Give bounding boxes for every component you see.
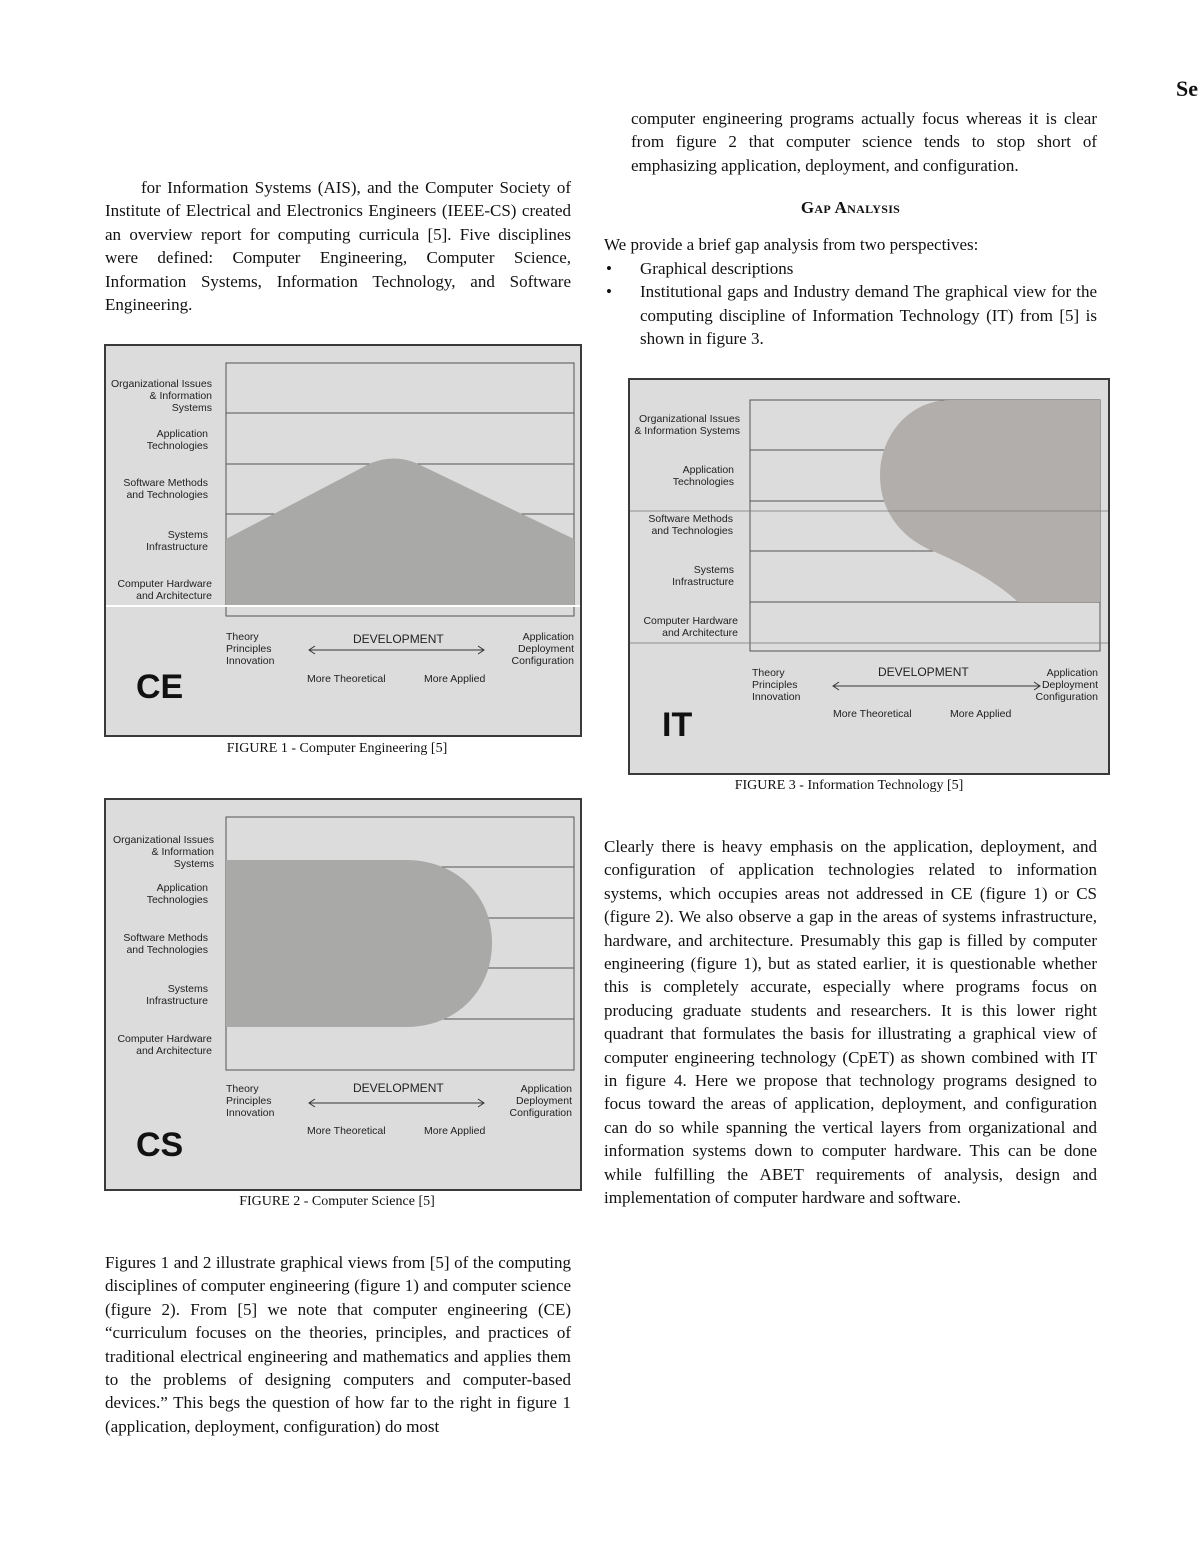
figure-cs-diagram	[104, 798, 582, 1191]
figure-ce-diagram	[104, 344, 582, 737]
figure-3-caption: FIGURE 3 - Information Technology [5]	[734, 778, 964, 793]
cs-axis-left: Theory Principles Innovation	[226, 1083, 275, 1119]
cs-axis-right: Application Deployment Configuration	[509, 1083, 572, 1119]
it-more-applied: More Applied	[950, 708, 1012, 720]
ce-discipline-tag: CE	[136, 668, 184, 706]
gap-analysis-section	[604, 172, 1097, 350]
cs-development-label: DEVELOPMENT	[353, 1081, 444, 1095]
cs-coverage-shape	[226, 860, 492, 1027]
bullet-item: • Institutional gaps and Industry demand The graphical view for the computing discipline of Information Technology (IT) from [5] is shown in figure 3.	[604, 280, 1097, 350]
it-row-label: Software Methods and Technologies	[648, 513, 733, 537]
ce-axis-left: Theory Principles Innovation	[226, 631, 275, 667]
it-row-label: Computer Hardware and Architecture	[643, 615, 738, 639]
figure-1-caption: FIGURE 1 - Computer Engineering [5]	[226, 741, 448, 756]
it-development-label: DEVELOPMENT	[878, 665, 969, 679]
right-discussion-paragraph: Clearly there is heavy emphasis on the application, deployment, and configuration of application technologies related to information systems, which occupies areas not addressed in CE (figure 1) or CS (figure 2). We also observe a gap in the areas of systems infrastructure, hardware, and architecture. Presumably this gap is filled by computer engineering (figure 1), but as stated earlier, it is questionable whether this is completely accurate, especially where programs focus on producing graduate students and researchers. It is this lower right quadrant that formulates the basis for illustrating a graphical view of computer engineering technology (CpET) as shown combined with IT in figure 4. Here we propose that technology programs designed to focus toward the areas of application, deployment, and configuration can do so while spanning the vertical layers from organizational and information systems down to computer hardware. This can be done while fulfilling the ABET requirements of analysis, design and implementation of computer hardware and software.	[604, 837, 1097, 1208]
ce-development-arrow	[309, 646, 484, 654]
figure-it-diagram	[628, 378, 1110, 775]
it-axis-right: Application Deployment Configuration	[1035, 667, 1098, 703]
left-discussion-paragraph: Figures 1 and 2 illustrate graphical views from [5] of the computing disciplines of computer engineering (figure 1) and computer science (figure 2). From [5] we note that computer engineering (CE) “curriculum focuses on the theories, principles, and practices of traditional electrical engineering and mathematics and applies them to the problems of designing computers and computer-based devices.” This begs the question of how far to the right in figure 1 (application, deployment, configuration) do most	[105, 1253, 571, 1436]
it-discipline-tag: IT	[662, 706, 693, 744]
left-intro-paragraph: for Information Systems (AIS), and the Computer Society of Institute of Electrical and Electronics Engineers (IEEE-CS) created an overview report for computing curricula [5]. Five disciplines were defined: Computer Engineering, Computer Science, Information Systems, Information Technology, and Software Engineering.	[105, 178, 571, 315]
cs-row-label: Systems Infrastructure	[146, 983, 208, 1007]
ce-more-applied: More Applied	[424, 673, 486, 685]
cs-row-label: Application Technologies	[146, 882, 208, 906]
page-corner-text: Se	[1176, 76, 1198, 101]
cs-more-applied: More Applied	[424, 1125, 486, 1137]
it-development-arrow	[833, 682, 1040, 690]
figure-2-caption: FIGURE 2 - Computer Science [5]	[239, 1194, 435, 1209]
ce-row-label: Software Methods and Technologies	[123, 477, 208, 501]
right-continuation-paragraph: computer engineering programs actually focus whereas it is clear from figure 2 that computer science tends to stop short of emphasizing application, deployment, and configuration.	[631, 109, 1097, 175]
ce-row-label: Computer Hardware and Architecture	[117, 578, 212, 602]
ce-row-label: Systems Infrastructure	[146, 529, 208, 553]
cs-more-theoretical: More Theoretical	[307, 1125, 386, 1137]
cs-row-label: Organizational Issues & Information Systems	[113, 834, 214, 870]
it-row-label: Organizational Issues & Information Systems	[634, 413, 740, 437]
cs-row-label: Computer Hardware and Architecture	[117, 1033, 212, 1057]
it-row-label: Application Technologies	[672, 464, 734, 488]
bullet-item: • Graphical descriptions	[604, 257, 1097, 280]
cs-development-arrow	[309, 1099, 484, 1107]
cs-discipline-tag: CS	[136, 1126, 184, 1164]
it-more-theoretical: More Theoretical	[833, 708, 912, 720]
it-coverage-shape	[880, 400, 1100, 602]
ce-row-label: Organizational Issues & Information Systems	[111, 378, 212, 414]
it-row-label: Systems Infrastructure	[672, 564, 734, 588]
gap-analysis-bullets	[604, 257, 1097, 351]
ce-coverage-shape	[226, 459, 574, 607]
ce-more-theoretical: More Theoretical	[307, 673, 386, 685]
cs-row-label: Software Methods and Technologies	[123, 932, 208, 956]
section-heading-gap-analysis: Gap Analysis	[800, 198, 901, 217]
gap-analysis-intro: We provide a brief gap analysis from two perspectives:	[604, 235, 979, 255]
it-axis-left: Theory Principles Innovation	[752, 667, 801, 703]
ce-axis-right: Application Deployment Configuration	[511, 631, 574, 667]
ce-row-label: Application Technologies	[146, 428, 208, 452]
ce-development-label: DEVELOPMENT	[353, 632, 444, 646]
